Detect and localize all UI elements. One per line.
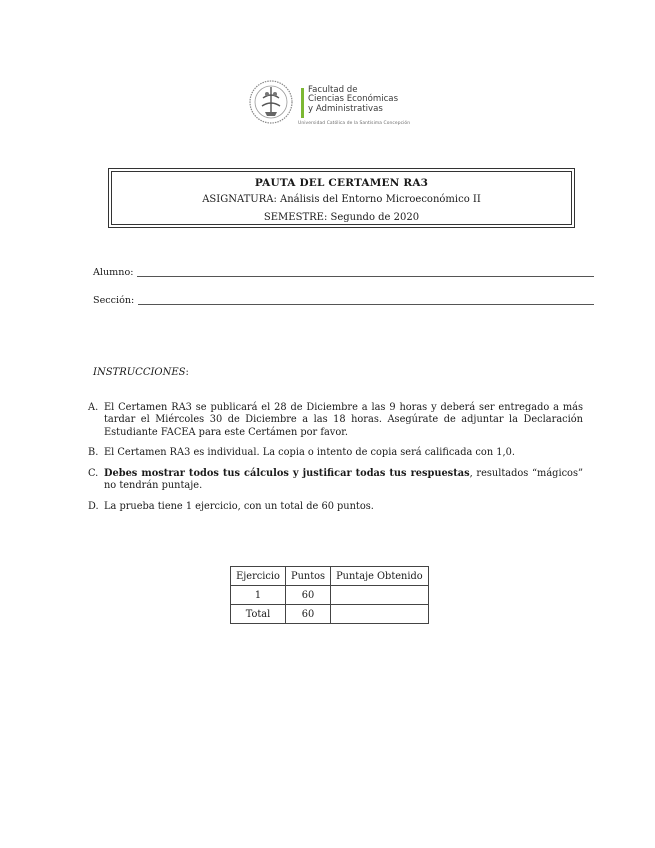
- exam-title: PAUTA DEL CERTAMEN RA3: [254, 177, 429, 189]
- section-input[interactable]: [138, 295, 594, 305]
- column-header-exercise: Ejercicio: [231, 567, 286, 586]
- instruction-letter: C.: [88, 468, 99, 480]
- semester-line: SEMESTRE: Segundo de 2020: [263, 212, 420, 223]
- faculty-line-1: Facultad de: [308, 85, 358, 95]
- column-header-points: Puntos: [286, 567, 331, 586]
- student-name-input[interactable]: [137, 267, 594, 277]
- instructions-heading-text: INSTRUCCIONES: [93, 367, 186, 378]
- exercise-cell: 1: [231, 586, 286, 605]
- instruction-text: La prueba tiene 1 ejercicio, con un total de 60 puntos.: [104, 501, 374, 513]
- table-row-total: [231, 605, 429, 624]
- instructions-heading: [93, 367, 189, 378]
- student-name-label: Alumno:: [93, 267, 134, 278]
- score-table-header-row: [231, 567, 429, 586]
- faculty-line-3: y Administrativas: [308, 103, 383, 114]
- instruction-text-rest: , resultados “mágicos” no tendrán puntaje.: [104, 468, 583, 492]
- university-name: Universidad Católica de la Santísima Concepción: [298, 121, 411, 126]
- instruction-letter: B.: [88, 447, 99, 459]
- table-row: [231, 586, 429, 605]
- faculty-name: [308, 86, 398, 114]
- instructions-list: [88, 402, 583, 522]
- instruction-item-a: [88, 402, 583, 439]
- exam-title-inner: [111, 171, 572, 225]
- section-field: [93, 295, 594, 306]
- subject-line: ASIGNATURA: Análisis del Entorno Microeconómico II: [202, 194, 481, 205]
- score-cell[interactable]: [331, 605, 429, 624]
- instruction-item-c: [88, 468, 583, 493]
- instruction-text: El Certamen RA3 se publicará el 28 de Diciembre a las 9 horas y deberá ser entregado a más tardar el Miércoles 30 de Diciembre a las 18 horas. Asegúrate de adjuntar la Declaración Estudiante FACEA para este Certámen por favor.: [104, 402, 583, 438]
- points-cell: 60: [286, 586, 331, 605]
- score-table: [230, 566, 429, 624]
- faculty-line-2: Ciencias Económicas: [308, 94, 399, 105]
- instruction-emphasis: Debes mostrar todos tus cálculos y justificar todas tus respuestas: [104, 468, 470, 480]
- instruction-letter: A.: [88, 402, 99, 413]
- section-label: Sección:: [93, 295, 135, 306]
- student-name-field: [93, 267, 594, 278]
- column-header-score: Puntaje Obtenido: [331, 567, 429, 586]
- logo-accent-bar: [301, 88, 304, 118]
- exam-title-box: [108, 168, 575, 228]
- faculty-logo: [248, 78, 418, 130]
- instruction-item-b: [88, 447, 583, 459]
- instructions-heading-colon: :: [185, 367, 189, 378]
- instruction-item-d: [88, 501, 583, 513]
- score-cell[interactable]: [331, 586, 429, 605]
- instruction-text: El Certamen RA3 es individual. La copia o intento de copia será calificada con 1,0.: [104, 447, 515, 459]
- university-seal-icon: [248, 78, 294, 126]
- points-cell: 60: [286, 605, 331, 624]
- exercise-cell: Total: [231, 605, 286, 624]
- instruction-letter: D.: [88, 501, 99, 513]
- instruction-text: [104, 468, 583, 493]
